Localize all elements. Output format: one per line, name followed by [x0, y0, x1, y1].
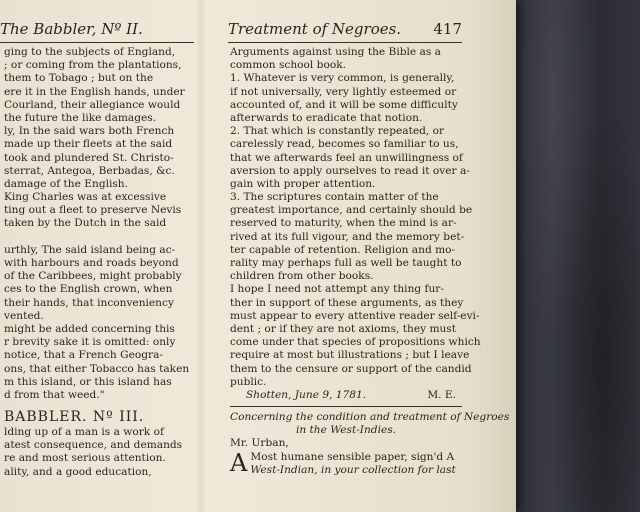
- text-line: sterrat, Antegoa, Berbadas, &c.: [4, 164, 175, 177]
- text-line: [4, 231, 194, 244]
- left-header-rule: [0, 42, 194, 43]
- text-line: must appear to every attentive reader self-evi-: [230, 309, 480, 322]
- text-line: Courland, their allegiance would: [4, 98, 181, 111]
- left-column: [0, 18, 194, 512]
- text-line: West-Indian, in your collection for last: [250, 463, 456, 476]
- text-line: Most humane sensible paper, sign'd A: [250, 450, 455, 463]
- article-title: Concerning the condition and treatment of Negroes: [230, 411, 510, 424]
- text-line: them to the censure or support of the candid: [230, 362, 472, 375]
- left-running-header: The Babbler, Nº II.: [0, 20, 143, 38]
- text-line: ting out a fleet to preserve Nevis: [4, 204, 182, 217]
- text-line: gain with proper attention.: [230, 177, 376, 190]
- text-line: afterwards to eradicate that notion.: [230, 111, 423, 124]
- text-line: public.: [230, 375, 267, 388]
- text-line: ces to the English crown, when: [4, 283, 173, 296]
- text-line: carelessly read, becomes so familiar to us,: [230, 138, 459, 151]
- right-header-title: Treatment of Negroes.: [228, 20, 402, 38]
- text-line: ons, that either Tobacco has taken: [4, 362, 190, 375]
- text-line: lding up of a man is a work of: [4, 426, 164, 439]
- text-line: d from that weed.": [4, 388, 105, 401]
- text-line: notice, that a French Geogra-: [4, 349, 163, 362]
- text-line: ther in support of these arguments, as they: [230, 296, 464, 309]
- article-opening: [230, 448, 462, 477]
- text-line: took and plundered St. Christo-: [4, 151, 174, 164]
- text-line: ter capable of retention. Religion and mo-: [230, 243, 456, 256]
- text-line: require at most but illustrations ; but I leave: [230, 349, 470, 362]
- text-line: I hope I need not attempt any thing fur-: [230, 283, 444, 296]
- text-line: re and most serious attention.: [4, 452, 166, 465]
- text-line: greatest importance, and certainly should be: [230, 204, 473, 217]
- text-line: common school book.: [230, 59, 346, 72]
- signature-initials: M. E.: [427, 388, 456, 401]
- section-rule: [230, 406, 462, 407]
- text-line: reserved to maturity, when the mind is ar-: [230, 217, 457, 230]
- text-line: atest consequence, and demands: [4, 439, 183, 452]
- drop-cap: A: [230, 448, 248, 477]
- text-line: children from other books.: [230, 270, 374, 283]
- text-line: might be added concerning this: [4, 322, 175, 335]
- text-line: 1. Whatever is very common, is generally,: [230, 72, 455, 85]
- page-number: 417: [433, 20, 462, 38]
- text-line: m this island, or this island has: [4, 375, 172, 388]
- text-line: of the Caribbees, might probably: [4, 270, 182, 283]
- text-line: accounted of, and it will be some difficulty: [230, 98, 458, 111]
- text-line: 2. That which is constantly repeated, or: [230, 125, 445, 138]
- salutation: Mr. Urban,: [230, 437, 289, 450]
- text-line: King Charles was at excessive: [4, 191, 167, 204]
- article-subtitle: in the West-Indies.: [295, 424, 397, 437]
- text-line: r brevity sake it is omitted: only: [4, 336, 176, 349]
- text-line: ; or coming from the plantations,: [4, 59, 182, 72]
- text-line: vented.: [4, 309, 44, 322]
- text-line: ging to the subjects of England,: [4, 46, 176, 58]
- right-column: [200, 18, 510, 512]
- text-line: 3. The scriptures contain matter of the: [230, 191, 439, 204]
- signature-line: [230, 389, 462, 402]
- text-line: damage of the English.: [4, 177, 129, 190]
- text-line: if not universally, very lightly esteemed or: [230, 85, 457, 98]
- right-header-rule: [228, 42, 462, 43]
- text-line: aversion to apply ourselves to read it over a-: [230, 164, 470, 177]
- section-title: BABBLER. Nº III.: [4, 409, 145, 426]
- text-line: taken by the Dutch in the said: [4, 217, 167, 230]
- text-line: that we afterwards feel an unwillingness of: [230, 151, 463, 164]
- text-line: dent ; or if they are not axioms, they must: [230, 322, 457, 335]
- text-line: ality, and a good education,: [4, 465, 152, 478]
- text-line: their hands, that inconveniency: [4, 296, 174, 309]
- text-line: urthly, The said island being ac-: [4, 243, 176, 256]
- text-line: made up their fleets at the said: [4, 138, 173, 151]
- text-line: ere it in the English hands, under: [4, 85, 185, 98]
- text-line: them to Tobago ; but on the: [4, 72, 154, 85]
- desk-background: [516, 0, 640, 512]
- text-line: ly, In the said wars both French: [4, 125, 175, 138]
- text-line: rived at its full vigour, and the memory bet-: [230, 230, 465, 243]
- left-body-text: [4, 46, 194, 479]
- right-running-header: [228, 18, 462, 40]
- text-line: rality may perhaps full as well be taught to: [230, 257, 462, 269]
- text-line: the future the like damages.: [4, 111, 157, 124]
- right-body-text: [230, 46, 510, 477]
- text-line: come under that species of propositions which: [230, 336, 481, 349]
- text-line: Arguments against using the Bible as a: [230, 46, 441, 58]
- text-line: with harbours and roads beyond: [4, 257, 179, 269]
- signature-place: Shotten, June 9, 1781.: [246, 388, 367, 401]
